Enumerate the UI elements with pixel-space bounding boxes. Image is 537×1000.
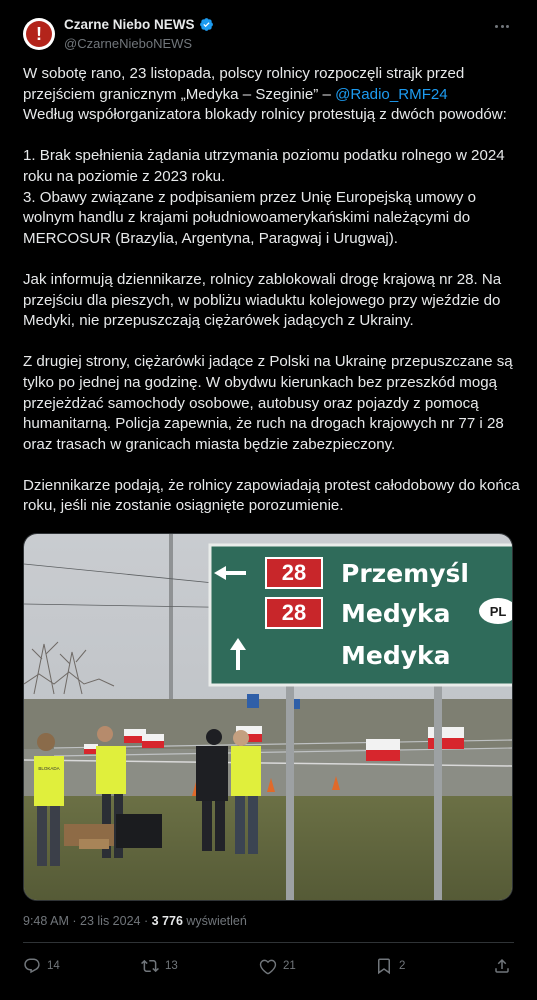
destination-medyka-2: Medyka: [341, 641, 451, 670]
action-bar: [23, 957, 513, 979]
destination-przemysl: Przemyśl: [341, 559, 469, 588]
repost-count: 13: [165, 960, 178, 972]
road-number-2: 28: [281, 600, 307, 625]
divider: [23, 942, 514, 943]
post-image[interactable]: [23, 533, 513, 901]
bookmark-count: 2: [399, 960, 406, 972]
road-number-1: 28: [281, 560, 307, 585]
like-button[interactable]: [259, 957, 296, 975]
pl-badge: PL: [489, 604, 507, 619]
repost-icon: [141, 957, 159, 975]
post-text: [23, 64, 523, 517]
meta-separator-2: ·: [143, 914, 149, 928]
reply-button[interactable]: [23, 957, 60, 975]
author-handle[interactable]: @CzarneNieboNEWS: [64, 36, 193, 51]
post-text-part-2: Według współorganizatora blokady rolnicy protestują z dwóch powodów: 1. Brak spełnienia żądania utrzymania poziomu podatku rolnego w 2024 roku na poziomie z 2023 roku. 3. Obawy związane z podpisaniem przez Unię Europejską umowy o wolnym handlu z krajami południowoamerykańskimi należącymi do MERCOSUR (Brazylia, Argentyna, Paragwaj i Urugwaj). Jak informują dziennikarze, rolnicy zablokowali drogę krajową nr 28. Na przejściu dla pieszych, w pobliżu wiaduktu kolejowego przy wjeździe do Medyki, nie przepuszczają ciężarówek jadących z Ukrainy. Z drugiej strony, ciężarówki jadące z Polski na Ukrainę przepuszczane są tylko po jednej na godzinę. W obydwu kierunkach bez przeszkód mogą przejeżdżać samochody osobowe, autobusy oraz pojazdy z pomocą humanitarną. Policja zapewnia, że ruch na drogach krajowych nr 77 i 28 oraz trasach w granicach miasta będzie zabezpieczony. Dziennikarze podają, że rolnicy zapowiadają protest całodobowy do końca roku, jeśli nie zostanie osiągnięte porozumienie.: [23, 106, 520, 515]
warning-logo: [26, 21, 52, 47]
reply-icon: [23, 957, 41, 975]
bookmark-button[interactable]: [375, 957, 405, 975]
post-date[interactable]: 23 lis 2024: [80, 914, 141, 928]
destination-medyka-1: Medyka: [341, 599, 451, 628]
mention-link[interactable]: @Radio_RMF24: [335, 85, 448, 103]
border-crossing-photo: [24, 534, 513, 901]
verified-badge-icon[interactable]: [199, 17, 214, 32]
avatar[interactable]: [23, 18, 55, 50]
views-count: 3 776: [151, 914, 183, 928]
views-label: wyświetleń: [186, 914, 247, 928]
author-display-name[interactable]: Czarne Niebo NEWS: [64, 17, 195, 32]
author-name-row: [64, 17, 214, 32]
post-meta: [23, 914, 247, 928]
bookmark-icon: [375, 957, 393, 975]
more-options-icon[interactable]: [491, 16, 513, 36]
share-icon: [493, 957, 511, 975]
meta-separator: ·: [72, 914, 77, 928]
heart-icon: [259, 957, 277, 975]
post-text-part-1: W sobotę rano, 23 listopada, polscy rolnicy rozpoczęli strajk przed przejściem granicznym „Medyka – Szeginie” –: [23, 65, 469, 103]
like-count: 21: [283, 960, 296, 972]
repost-button[interactable]: [141, 957, 178, 975]
vest-text: BLOKADA: [38, 766, 60, 771]
reply-count: 14: [47, 960, 60, 972]
avatar-glyph: !: [36, 24, 42, 44]
share-button[interactable]: [493, 957, 511, 975]
post-time[interactable]: 9:48 AM: [23, 914, 69, 928]
